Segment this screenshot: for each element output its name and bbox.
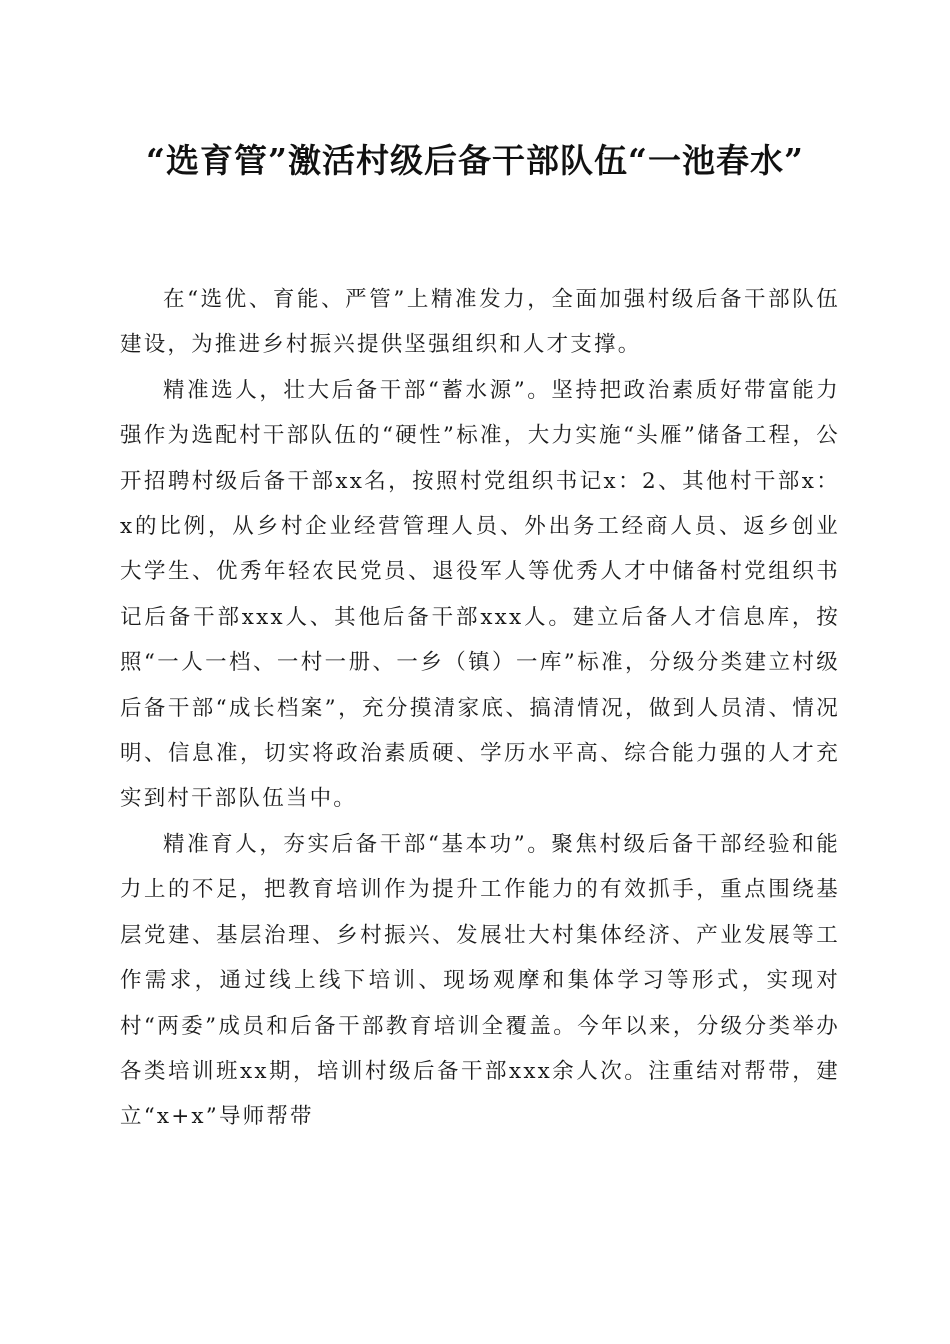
document-title: “选育管”激活村级后备干部队伍“一池春水”	[146, 141, 804, 180]
paragraph-selection: 精准选人，壮大后备干部“蓄水源”。坚持把政治素质好带富能力强作为选配村干部队伍的“硬性”标准，大力实施“头雁”储备工程，公开招聘村级后备干部xx名，按照村党组织书记x：2、其他村干部x：x的比例，从乡村企业经营管理人员、外出务工经商人员、返乡创业大学生、优秀年轻农民党员、退役军人等优秀人才中储备村党组织书记后备干部xxx人、其他后备干部xxx人。建立后备人才信息库，按照“一人一档、一村一册、一乡（镇）一库”标准，分级分类建立村级后备干部“成长档案”，充分摸清家底、搞清情况，做到人员清、情况明、信息准，切实将政治素质硬、学历水平高、综合能力强的人才充实到村干部队伍当中。	[120, 377, 840, 812]
paragraph-training: 精准育人，夯实后备干部“基本功”。聚焦村级后备干部经验和能力上的不足，把教育培训作为提升工作能力的有效抓手，重点围绕基层党建、基层治理、乡村振兴、发展壮大村集体经济、产业发展等工作需求，通过线上线下培训、现场观摩和集体学习等形式，实现对村“两委”成员和后备干部教育培训全覆盖。今年以来，分级分类举办各类培训班xx期，培训村级后备干部xxx余人次。注重结对帮带，建立“x+x”导师帮带	[120, 831, 840, 1130]
document-body	[120, 277, 840, 1140]
paragraph-intro: 在“选优、育能、严管”上精准发力，全面加强村级后备干部队伍建设，为推进乡村振兴提供坚强组织和人才支撑。	[120, 287, 840, 358]
